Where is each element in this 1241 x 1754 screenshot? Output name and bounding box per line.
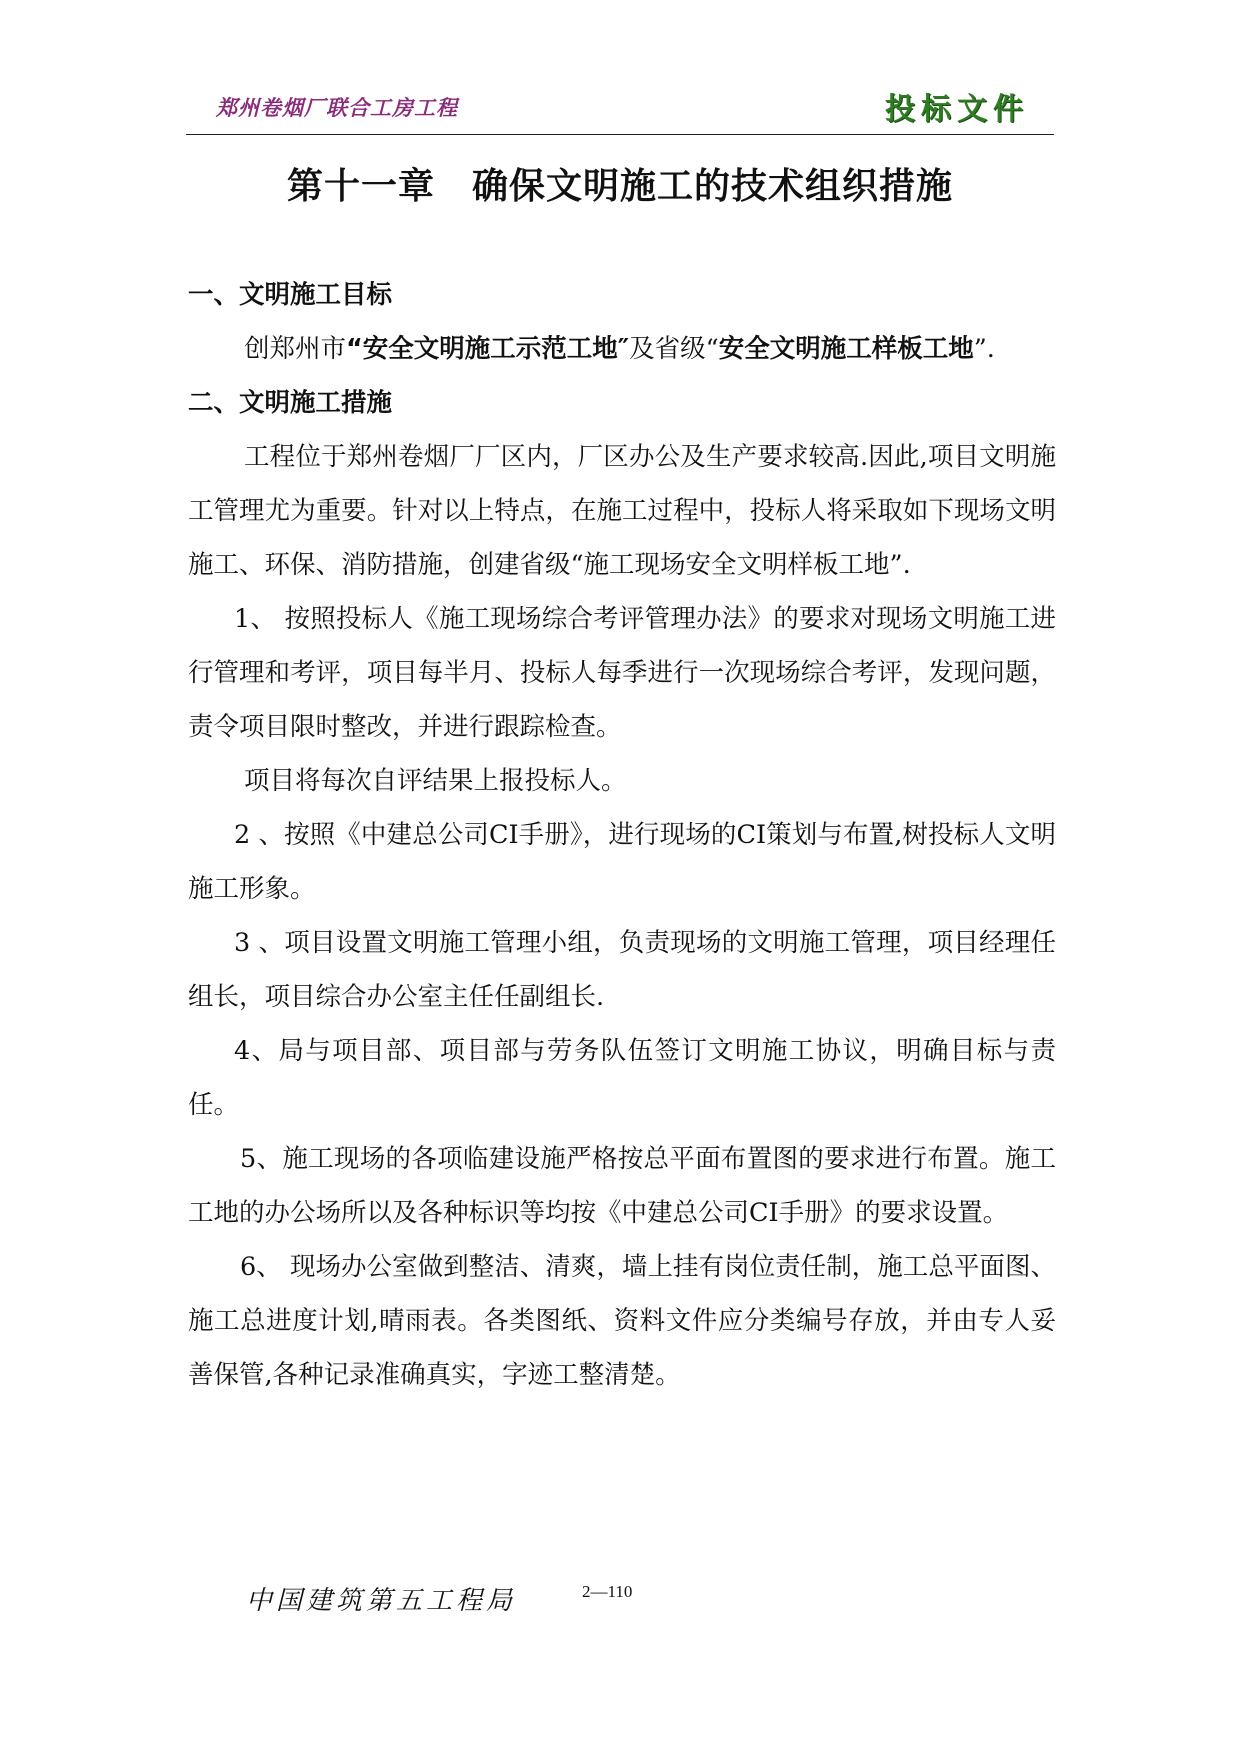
chapter-title: 第十一章 确保文明施工的技术组织措施 [286,165,953,207]
measure-item-3: 3 、项目设置文明施工管理小组，负责现场的文明施工管理，项目经理任组长，项目综合办公室主任任副组长. [188,928,1056,1012]
goal-bold-province-title: 安全文明施工样板工地 [718,334,974,364]
goal-text-prefix: 创郑州市 [244,334,347,364]
document-body [188,268,1056,1402]
header-divider [186,134,1054,135]
measure-item-4: 4、局与项目部、项目部与劳务队伍签订文明施工协议，明确目标与责任。 [188,1036,1056,1120]
section-heading-measures: 二、文明施工措施 [188,388,393,418]
goal-paragraph [188,322,1056,376]
footer-page-number: 2—110 [582,1582,633,1601]
goal-bold-city-title: “安全文明施工示范工地″ [346,334,630,364]
measure-item-2: 2 、按照《中建总公司CI手册》，进行现场的CI策划与布置,树投标人文明施工形象。 [188,820,1056,904]
goal-text-mid: 及省级“ [629,334,719,364]
measure-item-1: 1、 按照投标人《施工现场综合考评管理办法》的要求对现场文明施工进行管理和考评，项目每半月、投标人每季进行一次现场综合考评，发现问题，责令项目限时整改，并进行跟踪检查。 [188,604,1056,742]
goal-text-suffix: ”. [973,334,995,364]
header-project-title: 郑州卷烟厂联合工房工程 [216,95,458,120]
header-document-type: 投标文件 [885,92,1029,127]
measure-item-1-note: 项目将每次自评结果上报投标人。 [244,766,627,796]
measure-item-5: 5、施工现场的各项临建设施严格按总平面布置图的要求进行布置。施工工地的办公场所以及各种标识等均按《中建总公司CI手册》的要求设置。 [188,1144,1056,1228]
measure-item-6: 6、 现场办公室做到整洁、清爽，墙上挂有岗位责任制，施工总平面图、施工总进度计划,晴雨表。各类图纸、资料文件应分类编号存放，并由专人妥善保管,各种记录准确真实，字迹工整清楚。 [188,1252,1056,1390]
footer-organization: 中国建筑第五工程局 [246,1586,517,1616]
measures-intro-paragraph: 工程位于郑州卷烟厂厂区内，厂区办公及生产要求较高.因此,项目文明施工管理尤为重要。针对以上特点，在施工过程中，投标人将采取如下现场文明施工、环保、消防措施，创建省级“施工现场安全文明样板工地”. [188,442,1056,580]
section-heading-goal: 一、文明施工目标 [188,280,393,310]
